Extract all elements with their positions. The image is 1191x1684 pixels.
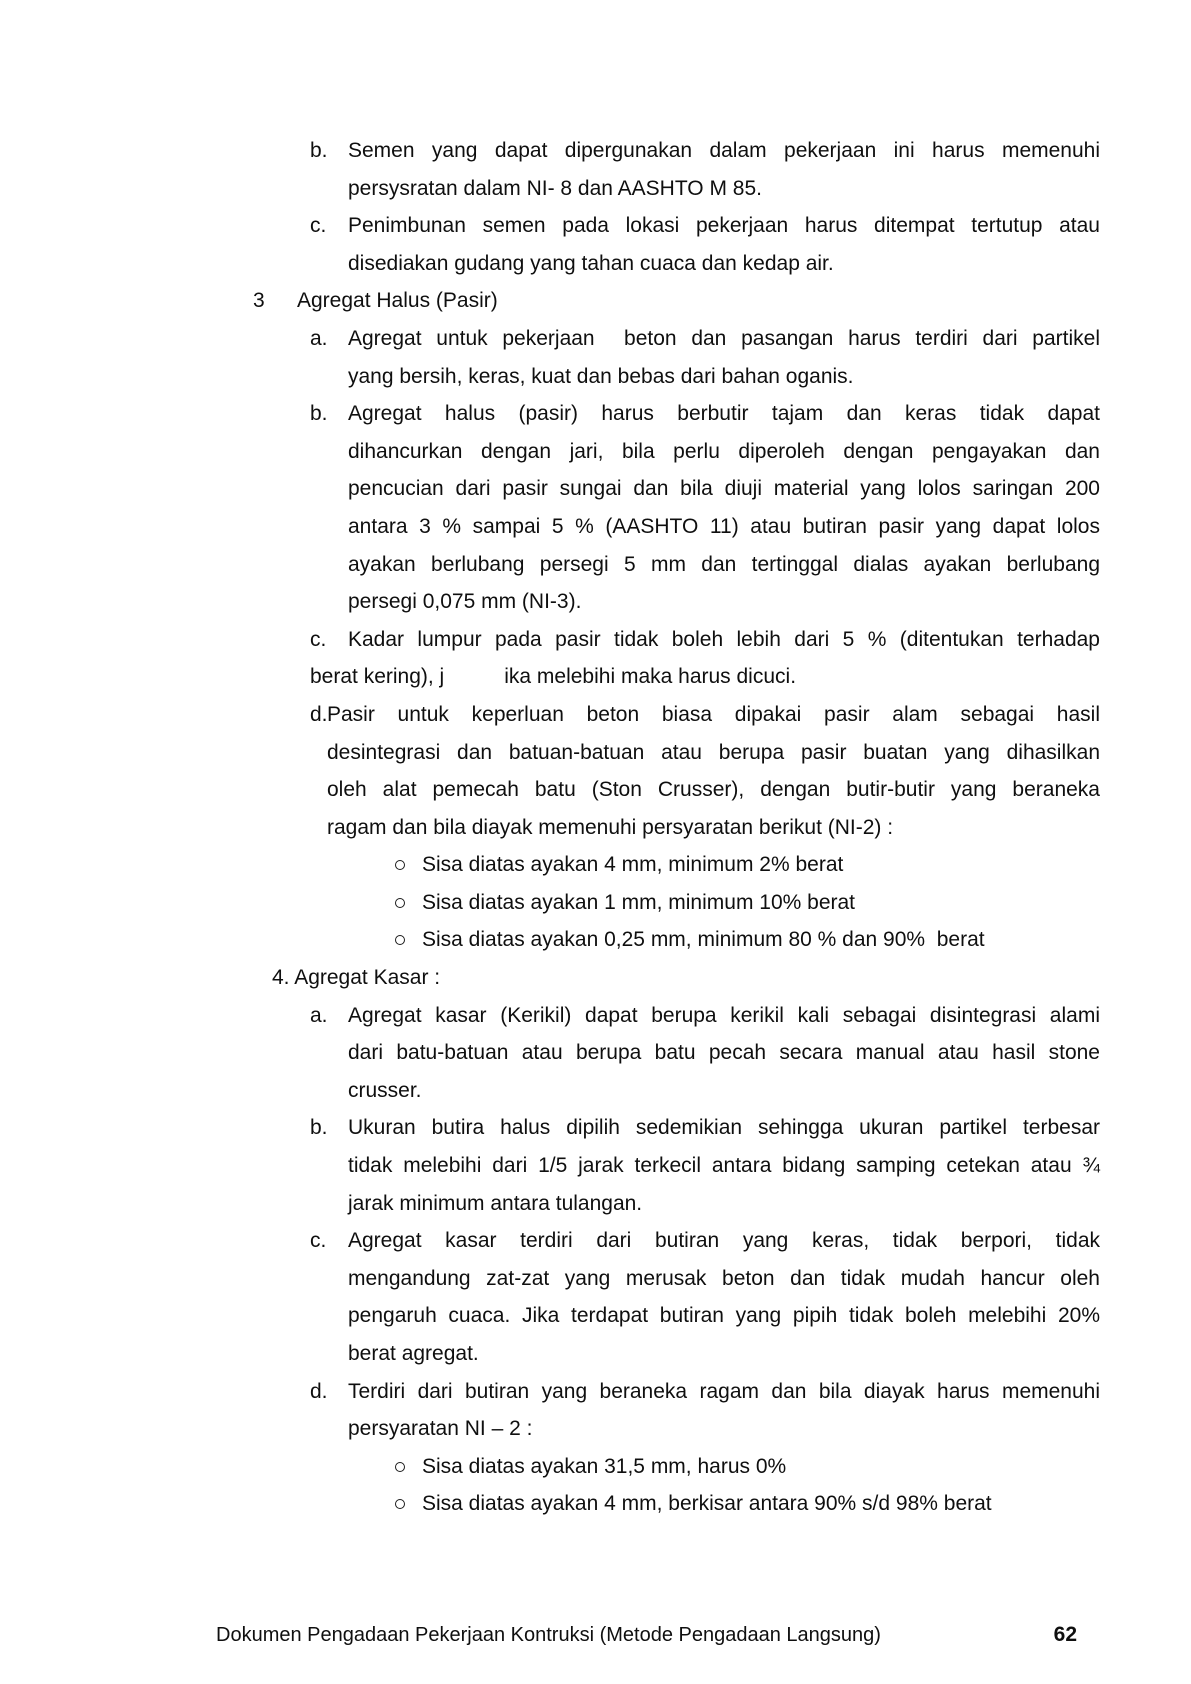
text-line: ayakan berlubang persegi 5 mm dan tertinggal dialas ayakan berlubang	[348, 552, 1100, 576]
text-line: berat agregat.	[348, 1342, 479, 1365]
item-body	[310, 1222, 1100, 1372]
text-line: Kadar lumpur pada pasir tidak boleh lebih dari 5 % (ditentukan terhadap	[348, 627, 1100, 651]
text-line: pencucian dari pasir sungai dan bila diuji material yang lolos saringan 200	[348, 477, 1100, 501]
text-line: disediakan gudang yang tahan cuaca dan kedap air.	[348, 251, 834, 275]
item-body	[310, 132, 1100, 207]
text-line: jarak minimum antara tulangan.	[348, 1191, 643, 1215]
text-line: mengandung zat-zat yang merusak beton dan tidak mudah hancur oleh	[348, 1266, 1100, 1290]
bullet-list-item	[393, 884, 1191, 922]
text-line: oleh alat pemecah batu (Ston Crusser), dengan butir-butir yang beraneka	[327, 778, 1100, 802]
list-marker: a.	[310, 1003, 328, 1027]
item-body	[310, 320, 1100, 395]
item-body	[272, 959, 1191, 997]
text-line: persyaratan NI – 2 :	[348, 1417, 533, 1441]
text-line: Sisa diatas ayakan 4 mm, minimum 2% berat	[422, 853, 844, 877]
text-line: Sisa diatas ayakan 0,25 mm, minimum 80 % dan 90% berat	[422, 928, 985, 952]
item-body	[393, 921, 1191, 959]
text-line: Agregat untuk pekerjaan beton dan pasangan harus terdiri dari partikel	[348, 326, 1100, 350]
bullet-list-item	[393, 1448, 1191, 1486]
text-line: antara 3 % sampai 5 % (AASHTO 11) atau butiran pasir yang dapat lolos	[348, 514, 1100, 538]
text-line: dari batu-batuan atau berupa batu pecah secara manual atau hasil stone	[348, 1041, 1100, 1065]
text-line: Pasir untuk keperluan beton biasa dipakai pasir alam sebagai hasil	[327, 702, 1100, 726]
circle-bullet-icon	[395, 898, 405, 908]
list-item	[272, 959, 1191, 997]
bullet-list-item	[393, 921, 1191, 959]
text-line: 4. Agregat Kasar :	[272, 966, 441, 990]
list-marker: d.	[310, 702, 328, 726]
list-item	[310, 320, 1100, 395]
item-body	[310, 997, 1100, 1110]
list-item	[310, 1222, 1100, 1372]
text-line: Agregat Halus (Pasir)	[297, 289, 498, 313]
list-item	[310, 207, 1100, 282]
text-line: pengaruh cuaca. Jika terdapat butiran yang pipih tidak boleh melebihi 20%	[348, 1304, 1100, 1328]
text-line: Sisa diatas ayakan 1 mm, minimum 10% berat	[422, 890, 856, 914]
text-line: Terdiri dari butiran yang beraneka ragam dan bila diayak harus memenuhi	[348, 1379, 1100, 1403]
bullet-list-item	[393, 1485, 1191, 1523]
list-marker: b.	[310, 1116, 328, 1140]
list-item	[253, 282, 1191, 320]
page-footer	[216, 1620, 1077, 1650]
list-marker: b.	[310, 139, 328, 162]
text-line: desintegrasi dan batuan-batuan atau berupa pasir buatan yang dihasilkan	[327, 740, 1100, 764]
list-marker: c.	[310, 1229, 327, 1253]
item-body	[310, 395, 1100, 621]
text-line: Agregat halus (pasir) harus berbutir tajam dan keras tidak dapat	[348, 402, 1100, 426]
list-marker: d.	[310, 1379, 328, 1403]
page-number: 62	[1053, 1623, 1077, 1646]
item-body	[393, 846, 1191, 884]
list-marker: 3	[253, 289, 265, 313]
text-line: yang bersih, keras, kuat dan bebas dari bahan oganis.	[348, 364, 854, 388]
item-body	[310, 621, 1100, 696]
text-line: crusser.	[348, 1078, 422, 1102]
document-body	[0, 132, 1191, 1523]
text-line: Ukuran butira halus dipilih sedemikian sehingga ukuran partikel terbesar	[348, 1116, 1100, 1140]
text-line: Sisa diatas ayakan 31,5 mm, harus 0%	[422, 1454, 787, 1478]
list-item	[310, 132, 1100, 207]
list-item	[310, 621, 1100, 696]
item-body	[310, 696, 1100, 846]
item-body	[393, 1448, 1191, 1486]
circle-bullet-icon	[395, 1462, 405, 1472]
text-line: Agregat kasar terdiri dari butiran yang keras, tidak berpori, tidak	[348, 1229, 1100, 1253]
item-body	[393, 884, 1191, 922]
item-body	[393, 1485, 1191, 1523]
text-line: persysratan dalam NI- 8 dan AASHTO M 85.	[348, 176, 762, 200]
item-body	[310, 1373, 1100, 1448]
text-line: tidak melebihi dari 1/5 jarak terkecil antara bidang samping cetekan atau ¾	[348, 1154, 1100, 1178]
list-item	[310, 997, 1100, 1110]
list-marker: c.	[310, 214, 327, 238]
list-item	[310, 1109, 1100, 1222]
item-body	[310, 207, 1100, 282]
footer-text: Dokumen Pengadaan Pekerjaan Kontruksi (Metode Pengadaan Langsung)	[216, 1624, 881, 1646]
list-marker: a.	[310, 326, 328, 350]
list-item	[310, 1373, 1100, 1448]
item-body	[253, 282, 1191, 320]
text-line: ragam dan bila diayak memenuhi persyaratan berikut (NI-2) :	[327, 815, 894, 839]
list-marker: b.	[310, 402, 328, 426]
text-line: dihancurkan dengan jari, bila perlu diperoleh dengan pengayakan dan	[348, 439, 1100, 463]
text-line: berat kering), j ika melebihi maka harus dicuci.	[310, 665, 797, 689]
text-line: Agregat kasar (Kerikil) dapat berupa kerikil kali sebagai disintegrasi alami	[348, 1003, 1100, 1027]
text-line: Sisa diatas ayakan 4 mm, berkisar antara 90% s/d 98% berat	[422, 1492, 992, 1516]
list-marker: c.	[310, 627, 327, 651]
list-item	[310, 696, 1100, 846]
item-body	[310, 1109, 1100, 1222]
text-line: persegi 0,075 mm (NI-3).	[348, 590, 582, 614]
text-line: Semen yang dapat dipergunakan dalam pekerjaan ini harus memenuhi	[348, 139, 1100, 162]
bullet-list-item	[393, 846, 1191, 884]
text-gap	[444, 682, 504, 683]
list-item	[310, 395, 1100, 621]
text-line: Penimbunan semen pada lokasi pekerjaan harus ditempat tertutup atau	[348, 214, 1100, 238]
